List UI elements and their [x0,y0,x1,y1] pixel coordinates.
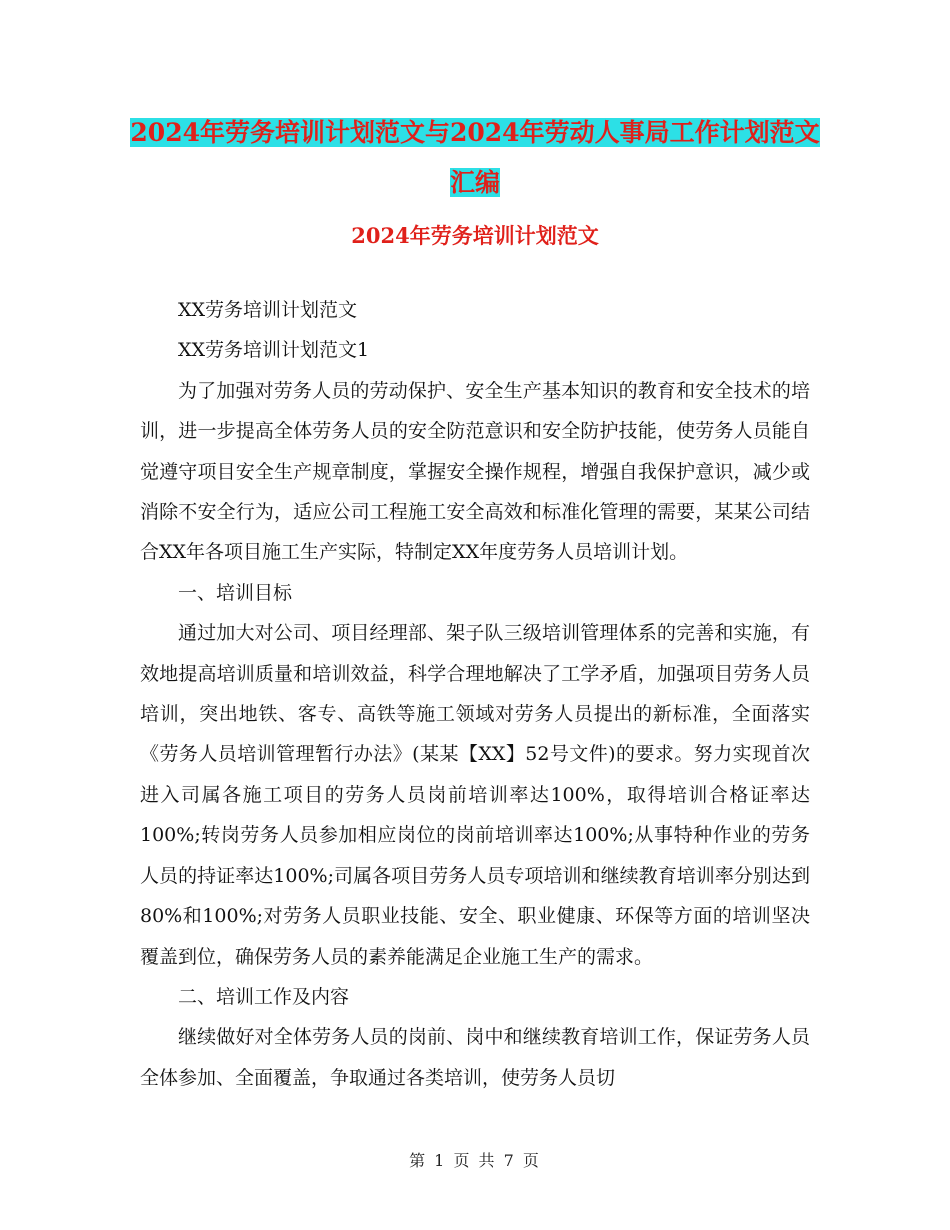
section-heading: 一、培训目标 [178,581,293,604]
document-body [140,290,810,1098]
section-heading: 二、培训工作及内容 [178,985,350,1008]
paragraph: 为了加强对劳务人员的劳动保护、安全生产基本知识的教育和安全技术的培训，进一步提高全体劳务人员的安全防范意识和安全防护技能，使劳务人员能自觉遵守项目安全生产规章制度，掌握安全操作规程，增强自我保护意识，减少或消除不安全行为，适应公司工程施工安全高效和标准化管理的需要，某某公司结合XX年各项目施工生产实际，特制定XX年度劳务人员培训计划。 [140,379,810,564]
paragraph: 通过加大对公司、项目经理部、架子队三级培训管理体系的完善和实施，有效地提高培训质量和培训效益，科学合理地解决了工学矛盾，加强项目劳务人员培训，突出地铁、客专、高铁等施工领域对劳务人员提出的新标准，全面落实《劳务人员培训管理暂行办法》(某某【XX】52号文件)的要求。努力实现首次进入司属各施工项目的劳务人员岗前培训率达100%，取得培训合格证率达100%;转岗劳务人员参加相应岗位的岗前培训率达100%;从事特种作业的劳务人员的持证率达100%;司属各项目劳务人员专项培训和继续教育培训率分别达到80%和100%;对劳务人员职业技能、安全、职业健康、环保等方面的培训坚决覆盖到位，确保劳务人员的素养能满足企业施工生产的需求。 [140,622,810,968]
section-title: 2024年劳务培训计划范文 [351,223,599,248]
paragraph: XX劳务培训计划范文 [178,299,358,321]
document-title [130,108,820,208]
paragraph: XX劳务培训计划范文1 [178,339,370,362]
page-footer: 第 1 页 共 7 页 [409,1151,541,1170]
title-highlight: 2024年劳务培训计划范文与2024年劳动人事局工作计划范文汇编 [130,118,820,197]
paragraph: 继续做好对全体劳务人员的岗前、岗中和继续教育培训工作，保证劳务人员全体参加、全面覆盖，争取通过各类培训，使劳务人员切 [140,1026,810,1089]
